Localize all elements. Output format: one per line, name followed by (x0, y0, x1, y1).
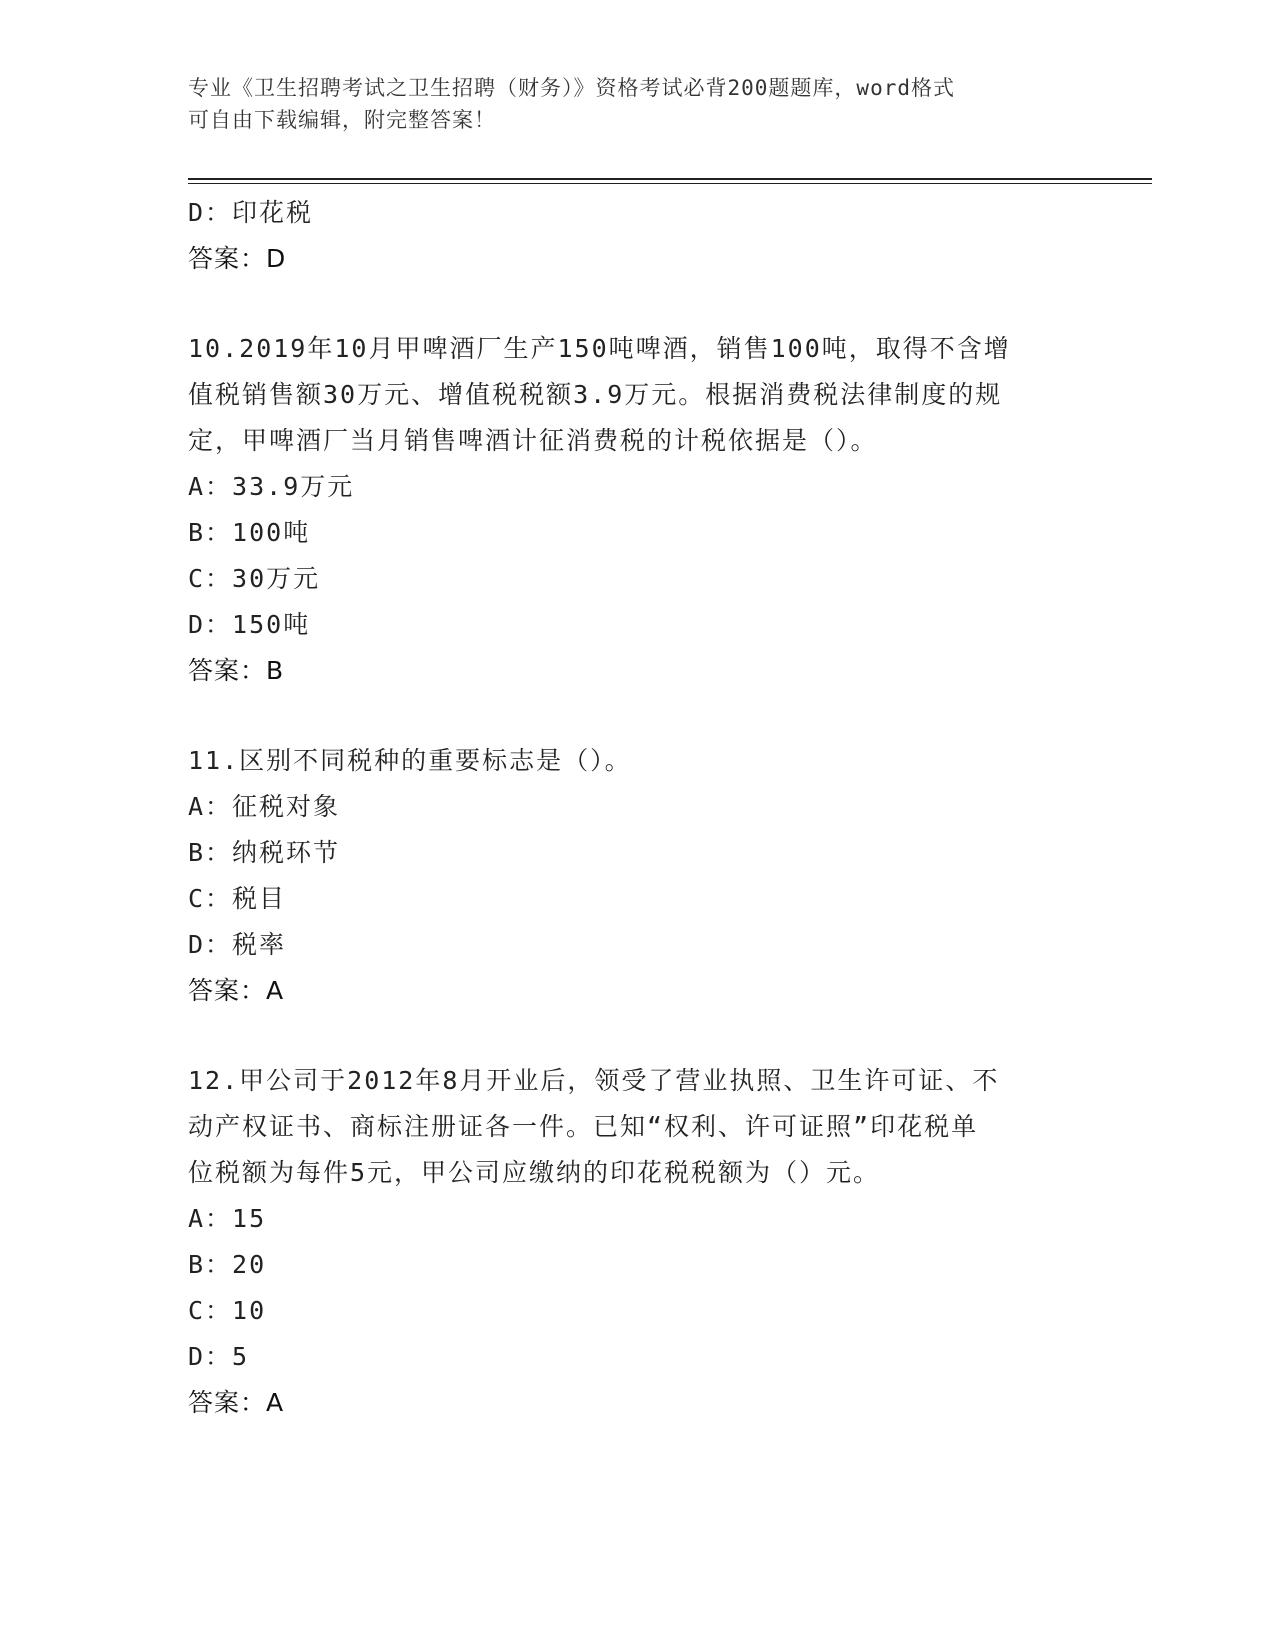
question-stem-line: 定，甲啤酒厂当月销售啤酒计征消费税的计税依据是（）。 (188, 426, 878, 455)
question-stem-line: 12.甲公司于2012年8月开业后，领受了营业执照、卫生许可证、不 (188, 1066, 1000, 1095)
option-d: D：税率 (188, 930, 287, 959)
question-stem-line: 10.2019年10月甲啤酒厂生产150吨啤酒，销售100吨，取得不含增 (188, 334, 1011, 363)
option-a: A：征税对象 (188, 792, 341, 821)
option-b: B：纳税环节 (188, 838, 341, 867)
question-stem-line: 值税销售额30万元、增值税税额3.9万元。根据消费税法律制度的规 (188, 380, 1003, 409)
prev-question-option-d: D：印花税 (188, 198, 314, 227)
spacer (188, 1014, 1088, 1058)
option-c: C：30万元 (188, 564, 321, 593)
question-12 (188, 1058, 1088, 1426)
header-divider-thin (188, 183, 1152, 184)
option-b: B：20 (188, 1250, 267, 1279)
header-title-line-2: 可自由下载编辑，附完整答案！ (188, 108, 496, 132)
document-header (188, 72, 1088, 136)
spacer (188, 282, 1088, 326)
header-title-line-1: 专业《卫生招聘考试之卫生招聘（财务）》资格考试必背200题题库，word格式 (188, 76, 955, 100)
option-d: D：150吨 (188, 610, 311, 639)
answer-line: 答案：A (188, 1388, 285, 1417)
answer-line: 答案：A (188, 976, 285, 1005)
question-11 (188, 738, 1088, 1014)
header-divider-thick (188, 178, 1152, 180)
option-a: A：33.9万元 (188, 472, 355, 501)
option-c: C：10 (188, 1296, 267, 1325)
option-c: C：税目 (188, 884, 287, 913)
question-stem-line: 动产权证书、商标注册证各一件。已知“权利、许可证照”印花税单 (188, 1112, 979, 1141)
answer-line: 答案：B (188, 656, 285, 685)
option-d: D：5 (188, 1342, 250, 1371)
question-list (188, 190, 1088, 1426)
option-a: A：15 (188, 1204, 267, 1233)
question-stem-line: 11.区别不同税种的重要标志是（）。 (188, 746, 632, 775)
question-stem-line: 位税额为每件5元，甲公司应缴纳的印花税税额为（）元。 (188, 1158, 881, 1187)
prev-question-answer: 答案：D (188, 244, 287, 273)
question-10 (188, 326, 1088, 694)
option-b: B：100吨 (188, 518, 311, 547)
spacer (188, 694, 1088, 738)
